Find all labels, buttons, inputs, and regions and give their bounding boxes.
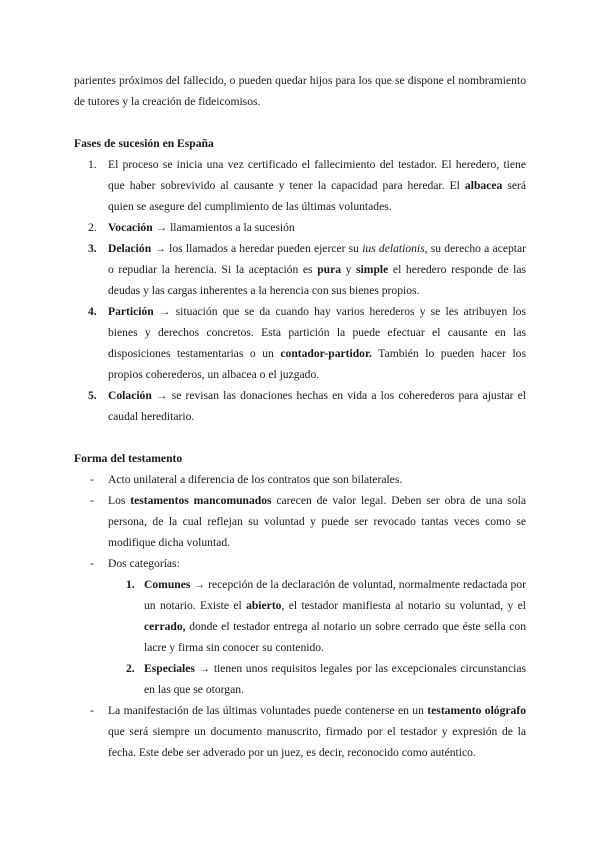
section-heading-forma: Forma del testamento (74, 452, 183, 465)
item-text: donde el testador entrega al notario un sobre cerrado que éste sella con lacre y firma sin conocer su contenido. (144, 620, 526, 654)
item-bold: Comunes (144, 578, 191, 591)
bullet-marker: - (90, 704, 94, 717)
item-bold: pura (317, 263, 342, 276)
item-text: → recepción de la declaración de voluntad, normalmente redactada por un notario. Existe el (144, 578, 526, 612)
item-bold: testamentos mancomunados (130, 494, 272, 507)
section-heading-fases: Fases de sucesión en España (74, 137, 214, 150)
list-item-delacion (108, 238, 526, 301)
item-text: → se revisan las donaciones hechas en vida a los coherederos para ajustar el caudal hereditario. (108, 389, 526, 423)
item-bold: contador-partidor. (280, 347, 372, 360)
list-marker: 2. (88, 221, 97, 234)
item-text: Los (108, 494, 131, 507)
bullet-item-mancomunados (108, 490, 526, 553)
item-text: → los llamados a heredar pueden ejercer su (151, 242, 363, 255)
list-item-vocacion (108, 217, 526, 238)
bullet-item-unilateral (108, 469, 526, 490)
item-text: que será siempre un documento manuscrito, firmado por el testador y expresión de la fecha. Este debe ser adverado por un juez, es decir, reconocido como auténtico. (108, 725, 526, 759)
item-text: Acto unilateral a diferencia de los contratos que son bilaterales. (108, 473, 403, 486)
sublist-marker: 2. (126, 662, 135, 675)
item-text: , su derecho a aceptar o repudiar la herencia. Si la aceptación es (108, 242, 526, 276)
intro-line-2: nombramiento de tutores y la creación de fideicomisos. (74, 74, 526, 108)
item-text: Dos categorías: (108, 557, 180, 570)
list-marker: 5. (88, 389, 97, 402)
item-bold: Especiales (144, 662, 195, 675)
item-italic: ius delationis (362, 242, 425, 255)
item-text: el heredero responde de las deudas y las cargas inherentes a la herencia con sus bienes propios. (108, 263, 526, 297)
item-bold: simple (356, 263, 389, 276)
item-text: → situación que se da cuando hay varios herederos y se les atribuyen los bienes y derechos concretos. Esta partición la puede efectuar el causante en las disposiciones testamentarias o un (108, 305, 526, 360)
bullet-item-categorias (108, 553, 526, 574)
intro-paragraph (74, 70, 526, 112)
item-bold: Delación (108, 242, 152, 255)
item-bold: Vocación (108, 221, 153, 234)
item-bold: abierto (246, 599, 282, 612)
item-text: carecen de valor legal. Deben ser obra de una sola persona, de la cual reflejan su voluntad y puede ser revocado tantas veces como se modifique dicha voluntad. (108, 494, 526, 549)
list-item-particion (108, 301, 526, 385)
bullet-marker: - (90, 494, 94, 507)
list-item-colacion (108, 385, 526, 427)
item-bold: testamento ológrafo (427, 704, 526, 717)
bullet-marker: - (90, 473, 94, 486)
item-text: La manifestación de las últimas voluntades puede contenerse en un (108, 704, 428, 717)
list-marker: 1. (88, 158, 97, 171)
item-text: y (341, 263, 357, 276)
sublist-item-especiales (144, 658, 526, 700)
item-text: → llamamientos a la sucesión (152, 221, 295, 234)
item-bold: cerrado, (144, 620, 186, 633)
sublist-item-comunes (144, 574, 526, 658)
item-bold: Colación (108, 389, 152, 402)
item-bold: albacea (464, 179, 503, 192)
bullet-marker: - (90, 557, 94, 570)
sublist-marker: 1. (126, 578, 135, 591)
item-text: → tienen unos requisitos legales por las excepcionales circunstancias en las que se otorgan. (144, 662, 526, 696)
list-marker: 3. (88, 242, 97, 255)
list-marker: 4. (88, 305, 97, 318)
intro-line-1: parientes próximos del fallecido, o pueden quedar hijos para los que se dispone el (74, 74, 456, 87)
item-text: , el testador manifiesta al notario su voluntad, y el (281, 599, 526, 612)
item-text: El proceso se inicia una vez certificado el fallecimiento del testador. El heredero, tiene que haber sobrevivido al causante y tener la capacidad para heredar. El (108, 158, 526, 192)
item-bold: Partición (108, 305, 154, 318)
bullet-item-olografo (108, 700, 526, 763)
list-item-proceso (108, 154, 526, 217)
item-text: será quien se asegure del cumplimiento de las últimas voluntades. (108, 179, 526, 213)
item-text: También lo pueden hacer los propios coherederos, un albacea o el juzgado. (108, 347, 526, 381)
